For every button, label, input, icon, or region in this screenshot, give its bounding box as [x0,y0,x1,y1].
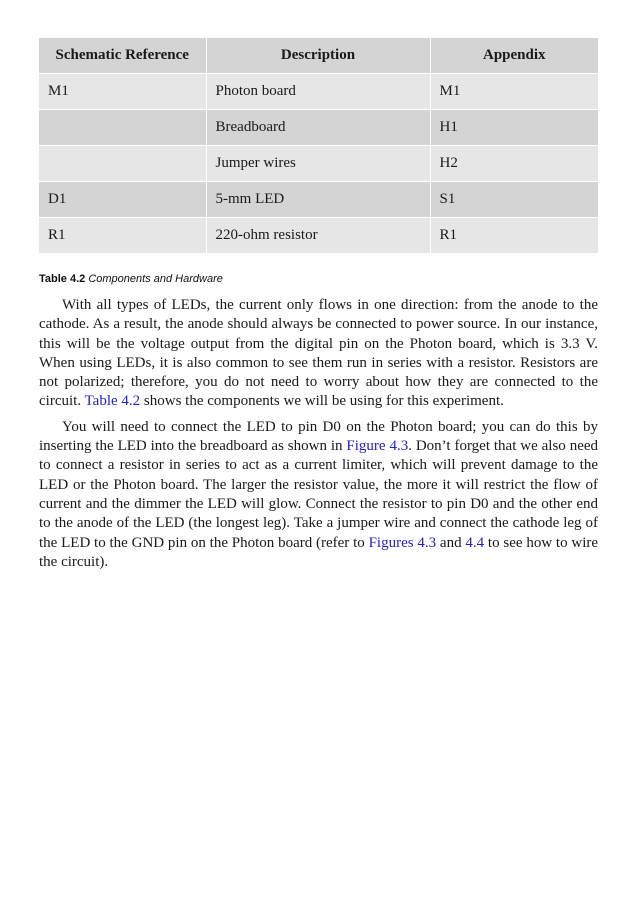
table-4-2-link[interactable]: Table 4.2 [84,393,141,410]
cell-description: 220-ohm resistor [206,218,430,254]
cell-appendix: H2 [430,146,598,182]
paragraph-text: You will need to connect the LED to pin D0 on the Photon board; you can do this by inserting the LED into the breadboard as shown in [39,418,598,455]
cell-description: Breadboard [206,110,430,146]
cell-schematic-reference [39,110,206,146]
table-row [39,182,598,218]
cell-appendix: M1 [430,74,598,110]
paragraph-text: and [439,534,462,551]
cell-description: Photon board [206,74,430,110]
cell-schematic-reference: R1 [39,218,206,254]
caption-label: Table 4.2 [39,273,86,285]
cell-schematic-reference: D1 [39,182,206,218]
cell-appendix: S1 [430,182,598,218]
header-description: Description [206,38,430,74]
components-table [39,38,598,254]
table-row [39,146,598,182]
paragraph-text: to see how to wire the circuit). [39,534,599,570]
table-header-row [39,38,598,74]
caption-title: Components and Hardware [88,273,223,285]
figures-4-3-link[interactable]: Figures 4.3 [368,534,437,551]
figure-4-4-link[interactable]: 4.4 [465,534,485,551]
cell-appendix: R1 [430,218,598,254]
figure-4-3-link[interactable]: Figure 4.3 [346,438,409,455]
table-row [39,218,598,254]
paragraph-wiring-instructions [39,418,598,572]
paragraph-text: shows the components we will be using for this experiment. [143,393,504,410]
table-caption [39,273,598,285]
paragraph-text: . Don’t forget that we also need to connect a resistor in series to act as a current limiter, which will prevent damage to the LED or the Photon board. The larger the resistor value, the more it will restrict the flow of current and the dimmer the LED will glow. Connect the resistor to pin D0 and the other end to the anode of the LED (the longest leg). Take a jumper wire and connect the cathode leg of the LED to the GND pin on the Photon board (refer to [39,438,599,551]
paragraph-text: With all types of LEDs, the current only flows in one direction: from the anode to the cathode. As a result, the anode should always be connected to power source. In our instance, this will be the voltage output from the digital pin on the Photon board, which is 3.3 V. When using LEDs, it is also common to see them run in series with a resistor. Resistors are not polarized; therefore, you do not need to worry about how they are connected to the circuit. [39,297,598,410]
header-schematic-reference: Schematic Reference [39,38,206,74]
table-row [39,74,598,110]
document-page [39,38,598,572]
cell-description: 5-mm LED [206,182,430,218]
header-appendix: Appendix [430,38,598,74]
cell-description: Jumper wires [206,146,430,182]
cell-appendix: H1 [430,110,598,146]
paragraph-led-polarity [39,296,598,412]
table-row [39,110,598,146]
cell-schematic-reference [39,146,206,182]
cell-schematic-reference: M1 [39,74,206,110]
